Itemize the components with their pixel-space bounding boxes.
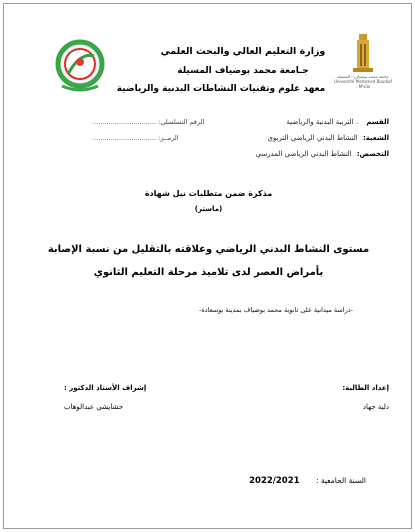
student-label: إعداد الطالبة: [342, 384, 389, 392]
code-dots: ............................... [92, 134, 157, 142]
year-value: 2022/2021 [249, 476, 300, 486]
thesis-title-line-1: مستوى النشاط البدني الرياضي وعلاقته بالتقليل من نسبة الإصابة [47, 244, 370, 255]
ministry-title: وزارة التعليم العالي والبحث العلمي [160, 46, 326, 57]
study-subtitle: -دراسة ميدانية على ثانوية محمد بوضياف بمدينة بوسعادة- [198, 306, 353, 314]
document-page [3, 3, 412, 529]
academic-year [249, 476, 366, 486]
section-value: . التربية البدنية والرياضية [286, 118, 359, 126]
university-logo [333, 30, 393, 94]
code-row [92, 134, 179, 142]
institute-title: معهد علوم وتقنيات النشاطات البدنية والرياضية [116, 84, 326, 94]
section-row [286, 118, 389, 126]
supervisor-name: حشايشي عبدالوهاب [64, 403, 124, 411]
specialty-row [256, 150, 389, 158]
memo-line: مذكرة ضمن متطلبات نيل شهادة [144, 189, 273, 198]
university-title: جـامعة محمد بوضياف المسيلة [177, 66, 309, 76]
university-caption: جامعة محمد بوضياف - المسيلة [337, 74, 389, 79]
specialty-label: التخصص: [356, 150, 389, 158]
section-label: القسم [366, 118, 389, 126]
university-caption-fr: Université Mohamed Boudiaf - M'sila [334, 79, 392, 89]
year-label: السنة الجامعية : [315, 476, 366, 485]
supervisor-label: إشراف الأستاذ الدكتور : [64, 384, 147, 392]
student-name: دلية جهاد [362, 403, 389, 411]
branch-value: النشاط البدني الرياضي التربوي [267, 134, 358, 142]
serial-row [92, 118, 204, 126]
degree-line: (ماستر) [194, 205, 223, 213]
specialty-value: النشاط البدني الرياضي المدرسي [255, 150, 352, 158]
branch-row [267, 134, 389, 142]
code-label: الرمــز: [158, 134, 179, 142]
serial-label: الرقم التسلسلي: [158, 118, 205, 126]
serial-dots: ............................... [92, 118, 157, 126]
branch-label: الشعبة: [362, 134, 389, 142]
thesis-title-line-2: بأمراض العصر لدى تلاميذ مرحلة التعليم الثانوي [93, 267, 324, 278]
